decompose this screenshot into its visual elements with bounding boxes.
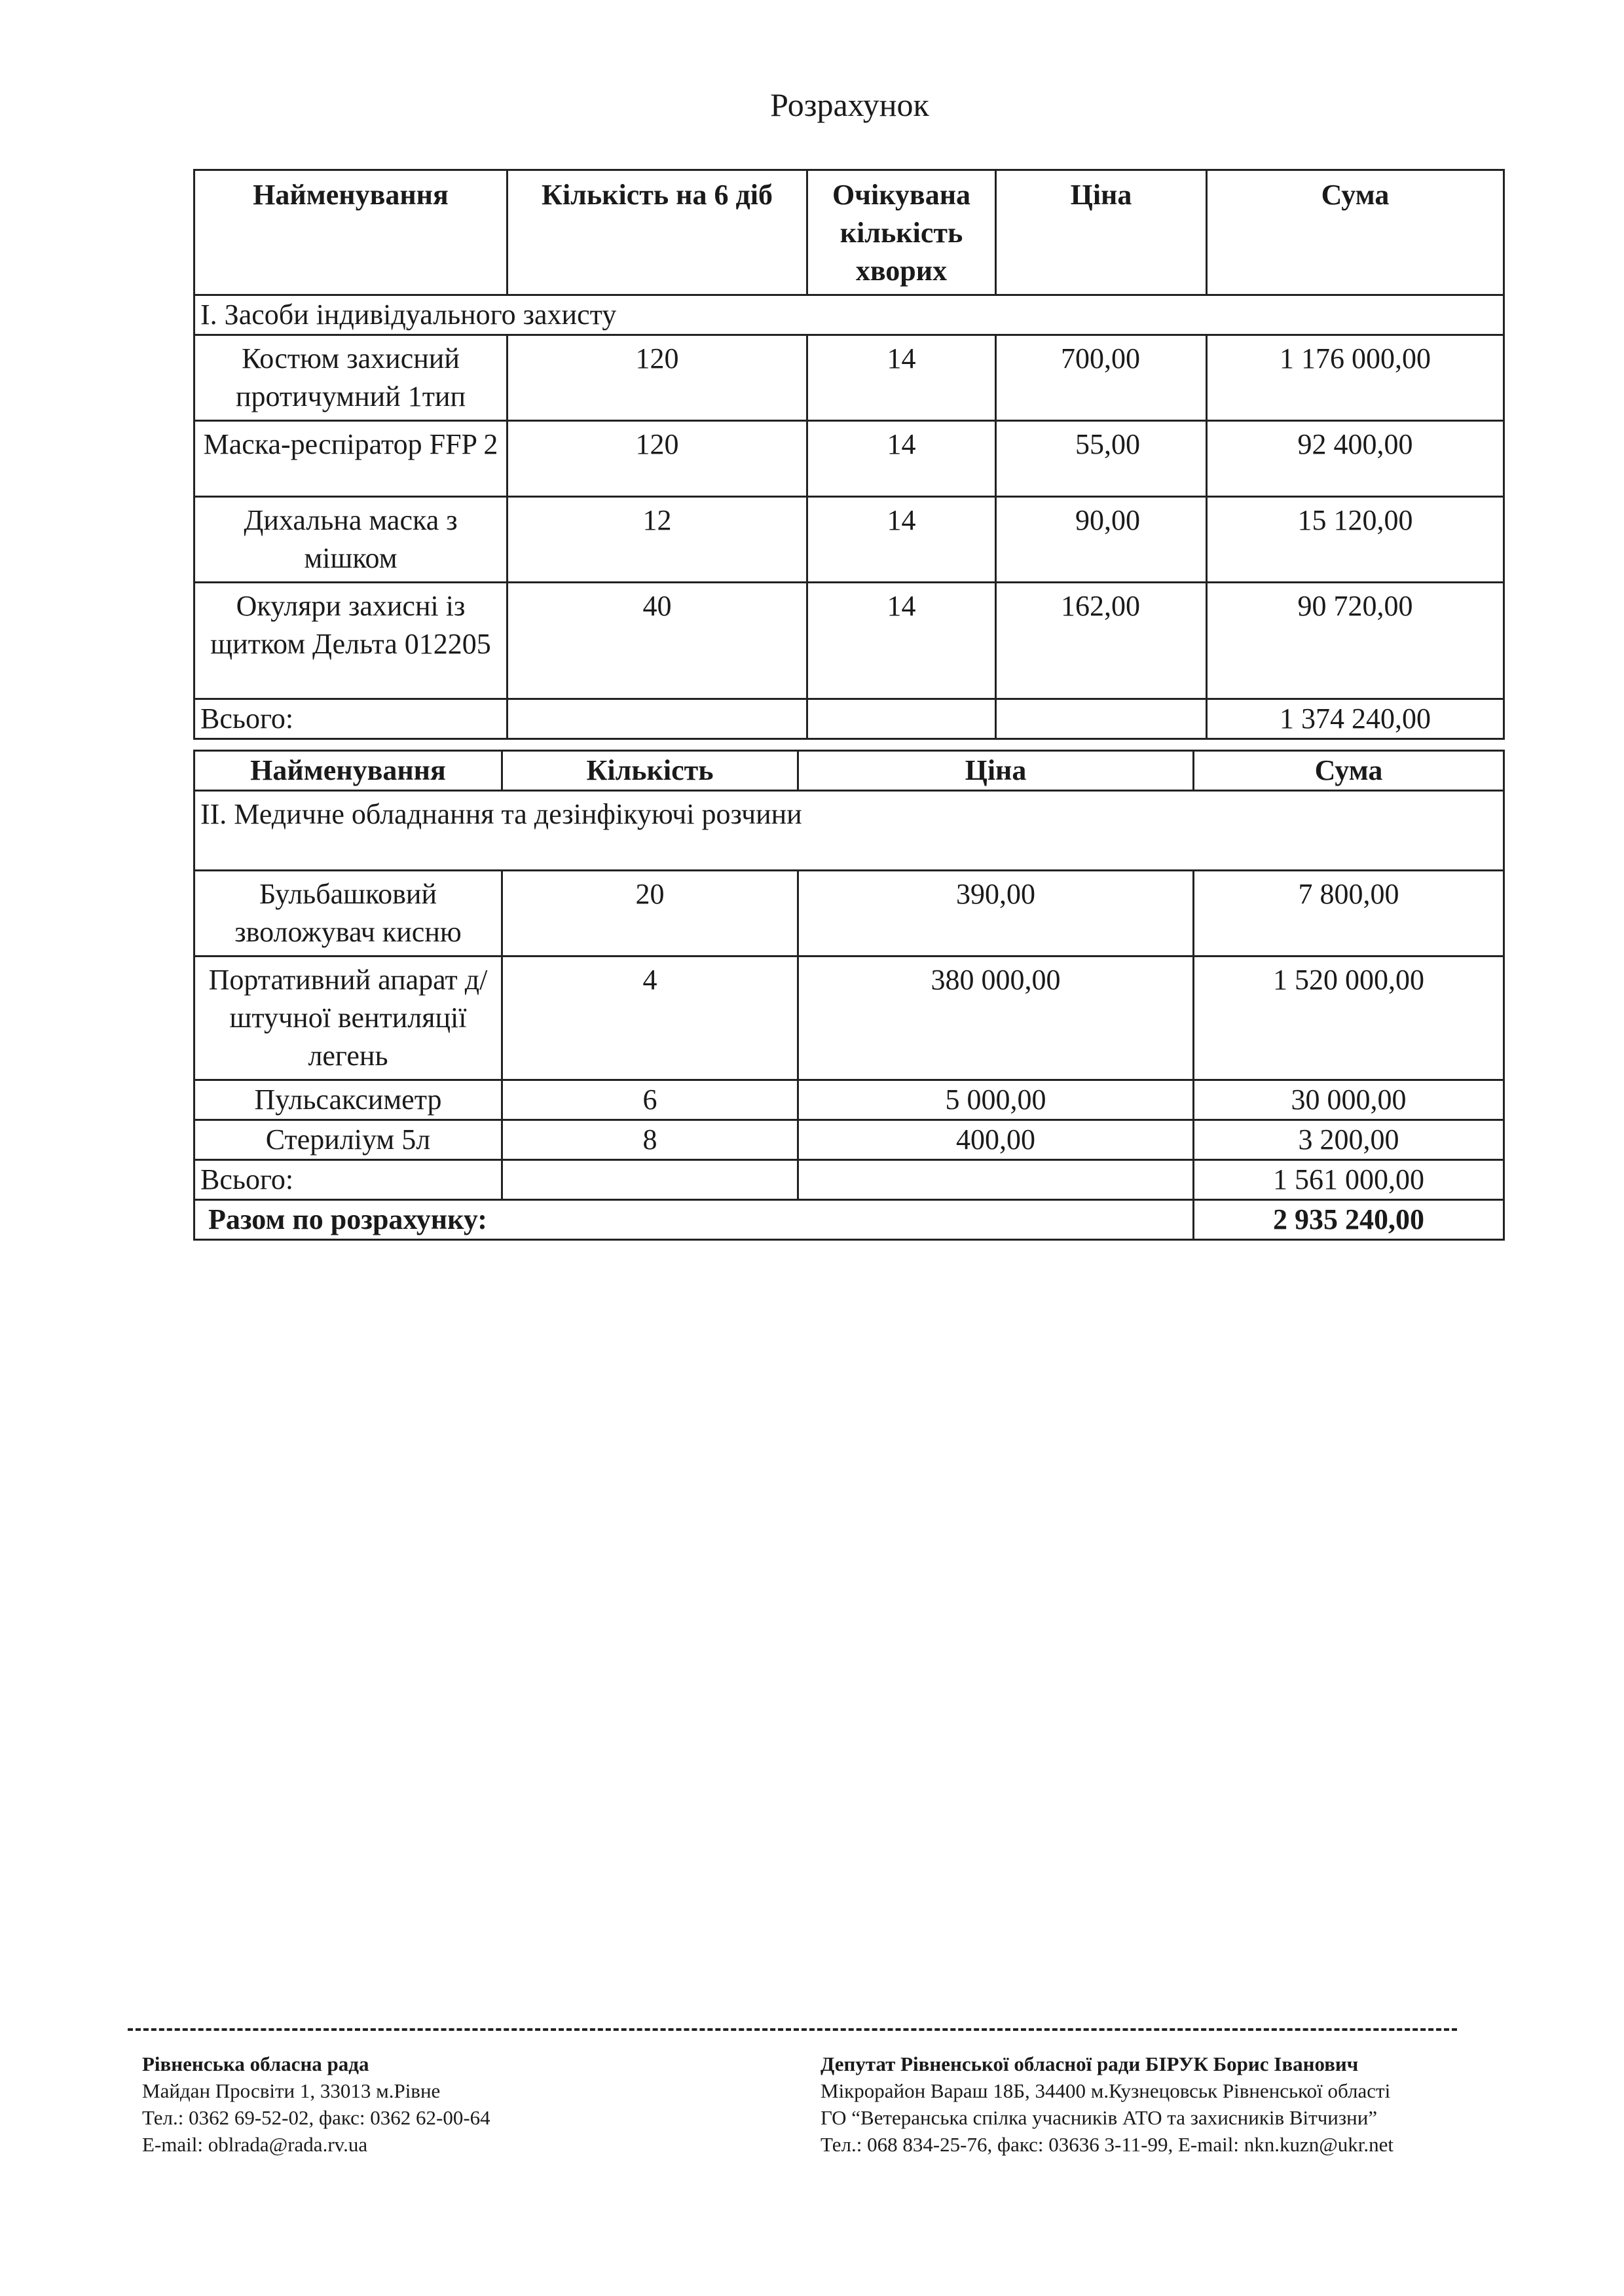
item-name: Окуляри захисні із щитком Дельта 012205 bbox=[194, 583, 507, 699]
grand-total-value: 2 935 240,00 bbox=[1194, 1200, 1504, 1240]
section-title: I. Засоби індивідуального захисту bbox=[194, 295, 1504, 335]
header-patients: Очікувана кількість хворих bbox=[807, 170, 996, 295]
table-row bbox=[194, 1080, 1504, 1120]
ppe-table bbox=[193, 169, 1505, 740]
item-sum: 90 720,00 bbox=[1207, 583, 1504, 699]
header-price: Ціна bbox=[996, 170, 1207, 295]
header-name: Найменування bbox=[194, 751, 502, 791]
item-patients: 14 bbox=[807, 497, 996, 583]
table-row bbox=[194, 497, 1504, 583]
section-title: II. Медичне обладнання та дезінфікуючі розчини bbox=[194, 791, 1504, 871]
table-header-row bbox=[194, 170, 1504, 295]
empty-cell bbox=[502, 1160, 798, 1200]
item-sum: 3 200,00 bbox=[1194, 1120, 1504, 1160]
total-value: 1 561 000,00 bbox=[1194, 1160, 1504, 1200]
table-row bbox=[194, 1120, 1504, 1160]
footer-deputy bbox=[821, 2050, 1393, 2158]
item-name: Дихальна маска з мішком bbox=[194, 497, 507, 583]
empty-cell bbox=[507, 699, 807, 739]
empty-cell bbox=[996, 699, 1207, 739]
item-sum: 1 176 000,00 bbox=[1207, 335, 1504, 421]
item-sum: 30 000,00 bbox=[1194, 1080, 1504, 1120]
item-price: 162,00 bbox=[996, 583, 1207, 699]
section-row bbox=[194, 791, 1504, 871]
table-header-row bbox=[194, 751, 1504, 791]
item-name: Пульсаксиметр bbox=[194, 1080, 502, 1120]
item-price: 700,00 bbox=[996, 335, 1207, 421]
document-title: Розрахунок bbox=[770, 86, 929, 123]
item-name: Стериліум 5л bbox=[194, 1120, 502, 1160]
deputy-org: ГО “Ветеранська спілка учасників АТО та захисників Вітчизни” bbox=[821, 2106, 1378, 2129]
letterhead-footer bbox=[128, 2028, 1457, 2156]
item-sum: 15 120,00 bbox=[1207, 497, 1504, 583]
item-qty: 6 bbox=[502, 1080, 798, 1120]
item-name: Портативний апарат д/штучної вентиляції легень bbox=[194, 957, 502, 1080]
council-name: Рівненська обласна рада bbox=[142, 2052, 369, 2075]
item-price: 380 000,00 bbox=[798, 957, 1194, 1080]
header-sum: Сума bbox=[1194, 751, 1504, 791]
header-name: Найменування bbox=[194, 170, 507, 295]
equipment-table bbox=[193, 750, 1505, 1241]
deputy-phone: Тел.: 068 834-25-76, факс: 03636 3-11-99, E-mail: nkn.kuzn@ukr.net bbox=[821, 2133, 1394, 2156]
item-price: 5 000,00 bbox=[798, 1080, 1194, 1120]
item-patients: 14 bbox=[807, 421, 996, 497]
item-sum: 7 800,00 bbox=[1194, 871, 1504, 957]
item-qty: 20 bbox=[502, 871, 798, 957]
total-value: 1 374 240,00 bbox=[1207, 699, 1504, 739]
item-qty: 12 bbox=[507, 497, 807, 583]
total-row bbox=[194, 699, 1504, 739]
empty-cell bbox=[798, 1160, 1194, 1200]
item-name: Костюм захисний протичумний 1тип bbox=[194, 335, 507, 421]
header-qty: Кількість на 6 діб bbox=[507, 170, 807, 295]
item-name: Бульбашковий зволожувач кисню bbox=[194, 871, 502, 957]
footer-council bbox=[142, 2050, 490, 2158]
item-price: 390,00 bbox=[798, 871, 1194, 957]
total-label: Всього: bbox=[194, 699, 507, 739]
item-patients: 14 bbox=[807, 335, 996, 421]
header-sum: Сума bbox=[1207, 170, 1504, 295]
item-qty: 4 bbox=[502, 957, 798, 1080]
item-price: 400,00 bbox=[798, 1120, 1194, 1160]
item-patients: 14 bbox=[807, 583, 996, 699]
deputy-address: Мікрорайон Вараш 18Б, 34400 м.Кузнецовськ Рівненської області bbox=[821, 2079, 1391, 2102]
table-row bbox=[194, 335, 1504, 421]
item-qty: 120 bbox=[507, 421, 807, 497]
total-row bbox=[194, 1160, 1504, 1200]
table-row bbox=[194, 957, 1504, 1080]
item-price: 55,00 bbox=[996, 421, 1207, 497]
section-row bbox=[194, 295, 1504, 335]
item-name: Маска-респіратор FFP 2 bbox=[194, 421, 507, 497]
table-row bbox=[194, 421, 1504, 497]
item-sum: 92 400,00 bbox=[1207, 421, 1504, 497]
item-qty: 8 bbox=[502, 1120, 798, 1160]
empty-cell bbox=[807, 699, 996, 739]
table-row bbox=[194, 583, 1504, 699]
item-qty: 120 bbox=[507, 335, 807, 421]
grand-total-label: Разом по розрахунку: bbox=[194, 1200, 1194, 1240]
total-label: Всього: bbox=[194, 1160, 502, 1200]
deputy-name: Депутат Рівненської обласної ради БІРУК Борис Іванович bbox=[821, 2052, 1359, 2075]
grand-total-row bbox=[194, 1200, 1504, 1240]
item-qty: 40 bbox=[507, 583, 807, 699]
council-email: E-mail: oblrada@rada.rv.ua bbox=[142, 2133, 368, 2156]
header-qty: Кількість bbox=[502, 751, 798, 791]
table-row bbox=[194, 871, 1504, 957]
council-address: Майдан Просвіти 1, 33013 м.Рівне bbox=[142, 2079, 441, 2102]
header-price: Ціна bbox=[798, 751, 1194, 791]
council-phone: Тел.: 0362 69-52-02, факс: 0362 62-00-64 bbox=[142, 2106, 490, 2129]
item-sum: 1 520 000,00 bbox=[1194, 957, 1504, 1080]
item-price: 90,00 bbox=[996, 497, 1207, 583]
